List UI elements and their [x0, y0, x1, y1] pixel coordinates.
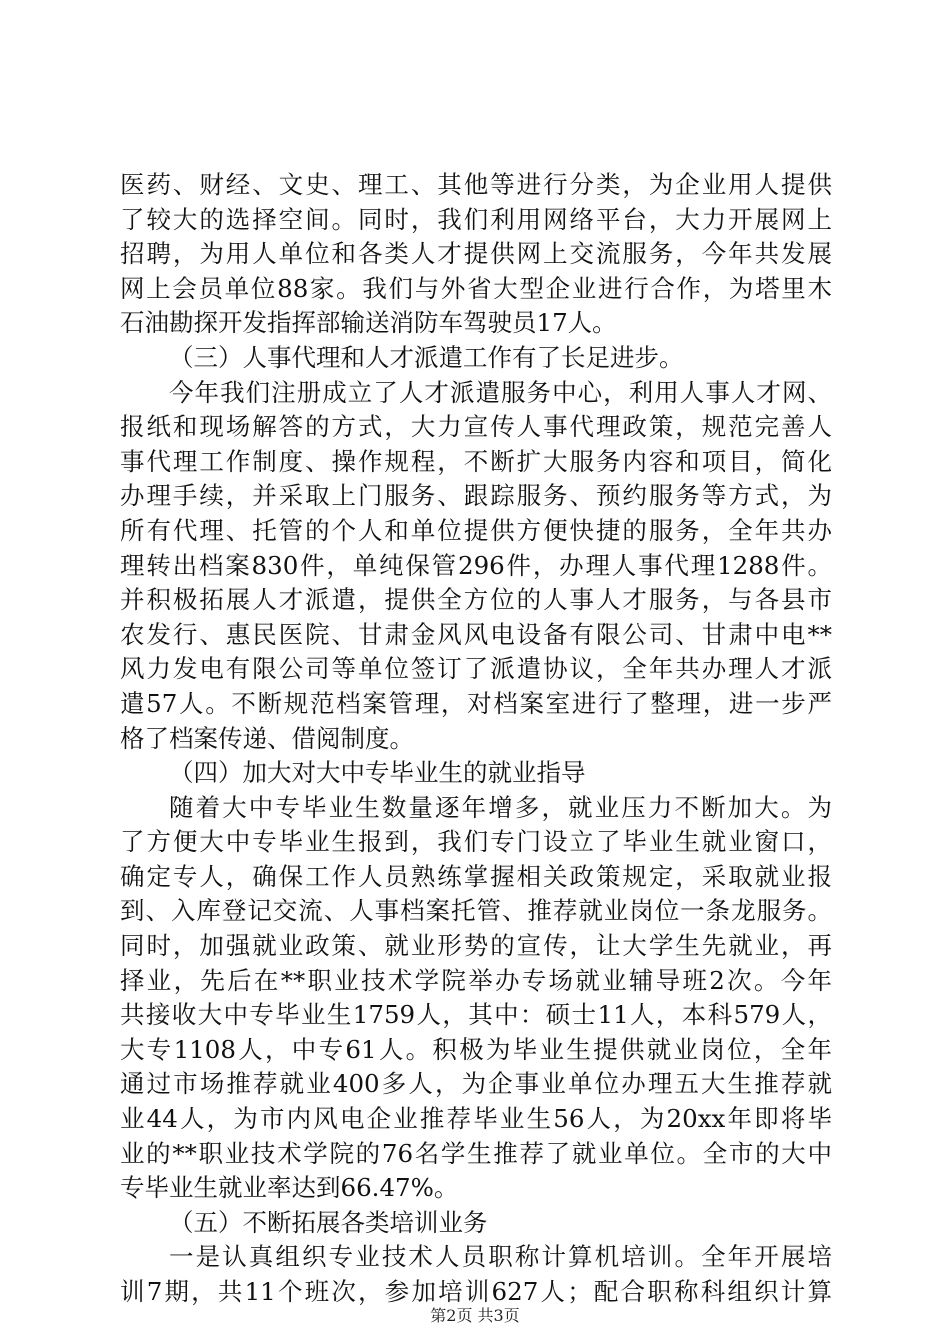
paragraph — [120, 376, 832, 757]
paragraph — [120, 1206, 832, 1241]
text-line: 医药、财经、文史、理工、其他等进行分类，为企业用人提供 — [120, 170, 832, 199]
text-line: 风力发电有限公司等单位签订了派遣协议，全年共办理人才派 — [120, 654, 832, 684]
page-footer: 第2页 共3页 — [430, 1306, 520, 1325]
paragraph — [120, 756, 832, 791]
text-line: 农发行、惠民医院、甘肃金风风电设备有限公司、甘肃中电** — [120, 619, 832, 649]
text-line: 理转出档案830件，单纯保管296件，办理人事代理1288件。 — [120, 550, 832, 580]
text-line: 了方便大中专毕业生报到，我们专门设立了毕业生就业窗口， — [120, 827, 832, 857]
text-line: 通过市场推荐就业400多人，为企事业单位办理五大生推荐就 — [120, 1069, 832, 1099]
text-line: 业44人，为市内风电企业推荐毕业生56人，为20xx年即将毕 — [120, 1104, 832, 1134]
text-line: 事代理工作制度、操作规程，不断扩大服务内容和项目，简化 — [120, 446, 832, 476]
paragraph — [120, 791, 832, 1206]
text-line: 报纸和现场解答的方式，大力宣传人事代理政策，规范完善人 — [120, 412, 832, 442]
text-line: 今年我们注册成立了人才派遣服务中心，利用人事人才网、 — [169, 377, 832, 407]
text-line: 招聘，为用人单位和各类人才提供网上交流服务，今年共发展 — [120, 239, 832, 269]
text-line: 了较大的选择空间。同时，我们利用网络平台，大力开展网上 — [120, 204, 832, 234]
text-line: 遣57人。不断规范档案管理，对档案室进行了整理，进一步严 — [120, 688, 832, 718]
text-line: 大专1108人，中专61人。积极为毕业生提供就业岗位，全年 — [120, 1034, 832, 1064]
paragraph — [120, 168, 832, 341]
text-line: 石油勘探开发指挥部输送消防车驾驶员17人。 — [120, 308, 617, 338]
paragraph — [120, 1240, 832, 1309]
text-line: 网上会员单位88家。我们与外省大型企业进行合作，为塔里木 — [120, 273, 832, 303]
text-line: 随着大中专毕业生数量逐年增多，就业压力不断加大。为 — [169, 792, 832, 822]
text-line: （四）加大对大中专毕业生的就业指导 — [169, 758, 586, 788]
text-line: 到、入库登记交流、人事档案托管、推荐就业岗位一条龙服务。 — [120, 896, 832, 926]
text-line: 专毕业生就业率达到66.47%。 — [120, 1173, 459, 1203]
text-line: 格了档案传递、借阅制度。 — [120, 723, 414, 753]
text-line: 择业，先后在**职业技术学院举办专场就业辅导班2次。今年 — [120, 965, 832, 995]
text-line: （三）人事代理和人才派遣工作有了长足进步。 — [169, 342, 684, 372]
text-line: （五）不断拓展各类培训业务 — [169, 1207, 488, 1237]
text-line: 办理手续，并采取上门服务、跟踪服务、预约服务等方式，为 — [120, 481, 832, 511]
text-line: 同时，加强就业政策、就业形势的宣传，让大学生先就业，再 — [120, 931, 832, 961]
text-line: 确定专人，确保工作人员熟练掌握相关政策规定，采取就业报 — [120, 861, 832, 891]
text-line: 所有代理、托管的个人和单位提供方便快捷的服务，全年共办 — [120, 515, 832, 545]
text-line: 共接收大中专毕业生1759人，其中：硕士11人，本科579人， — [120, 1000, 832, 1030]
paragraph — [120, 341, 832, 376]
text-line: 一是认真组织专业技术人员职称计算机培训。全年开展培 — [169, 1242, 832, 1272]
text-line: 业的**职业技术学院的76名学生推荐了就业单位。全市的大中 — [120, 1138, 832, 1168]
text-line: 并积极拓展人才派遣，提供全方位的人事人才服务，与各县市 — [120, 585, 832, 615]
text-line: 训7期，共11个班次，参加培训627人；配合职称科组织计算 — [120, 1277, 832, 1306]
document-body — [120, 168, 832, 1310]
